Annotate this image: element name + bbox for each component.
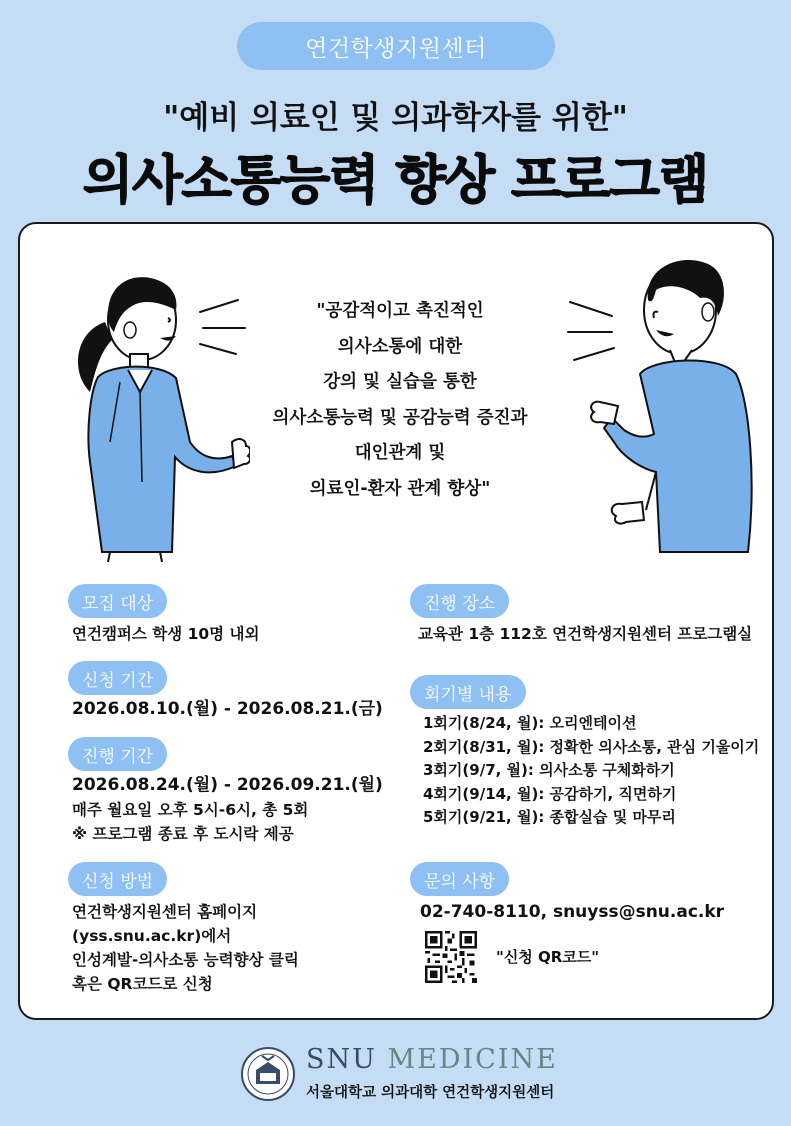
apply-period-tag: 신청 기간 <box>68 661 167 695</box>
woman-illustration <box>50 242 250 562</box>
contact-text: 02-740-8110, snuyss@snu.ac.kr <box>420 902 725 922</box>
sessions-tag: 회기별 내용 <box>410 675 526 709</box>
venue-tag: 진행 장소 <box>410 584 509 618</box>
quote-line: 대인관계 및 <box>354 443 446 463</box>
qr-code-icon[interactable] <box>425 931 477 983</box>
session-item: 2회기(8/31, 월): 정확한 의사소통, 관심 기울이기 <box>423 737 760 756</box>
run-period-schedule: 매주 월요일 오후 5시-6시, 총 5회 <box>72 801 309 819</box>
org-pill: 연건학생지원센터 <box>237 22 555 70</box>
apply-method-line: 혹은 QR코드로 신청 <box>72 975 213 993</box>
quote-line: 의사소통에 대한 <box>337 336 463 357</box>
qr-label: "신청 QR코드" <box>496 948 600 966</box>
run-period-tag: 진행 기간 <box>68 737 167 771</box>
contact-tag: 문의 사항 <box>410 862 509 896</box>
quote-line: 의료인-환자 관계 향상" <box>309 478 491 499</box>
venue-text: 교육관 1층 112호 연건학생지원센터 프로그램실 <box>418 625 753 643</box>
target-tag: 모집 대상 <box>68 584 167 618</box>
target-text: 연건캠퍼스 학생 10명 내외 <box>72 625 260 643</box>
run-period-dates: 2026.08.24.(월) - 2026.09.21.(월) <box>72 775 383 795</box>
page-title: 의사소통능력 향상 프로그램 <box>83 151 708 211</box>
session-item: 4회기(9/14, 월): 공감하기, 직면하기 <box>423 784 677 803</box>
run-period-note: ※ 프로그램 종료 후 도시락 제공 <box>72 825 294 843</box>
info-card <box>18 222 774 1020</box>
brand-snu: SNU <box>306 1044 377 1075</box>
quote-line: "공감적이고 촉진적인 <box>316 301 484 321</box>
sessions-list <box>423 712 759 830</box>
quote-line: 의사소통능력 및 공감능력 증진과 <box>272 407 528 428</box>
quote-line: 강의 및 실습을 통한 <box>323 372 477 392</box>
session-item: 3회기(9/7, 월): 의사소통 구체화하기 <box>423 761 675 779</box>
footer-org: 서울대학교 의과대학 연건학생지원센터 <box>306 1085 555 1101</box>
apply-period-text: 2026.08.10.(월) - 2026.08.21.(금) <box>72 699 383 719</box>
apply-method-line: 연건학생지원센터 홈페이지 <box>72 903 258 921</box>
quote-block <box>235 294 565 507</box>
subtitle: "예비 의료인 및 의과학자를 위한" <box>163 100 628 136</box>
footer-brand <box>306 1044 558 1075</box>
session-item: 1회기(8/24, 월): 오리엔테이션 <box>423 714 637 732</box>
man-illustration <box>560 242 770 562</box>
session-item: 5회기(9/21, 월): 종합실습 및 마무리 <box>423 808 676 826</box>
apply-method-line: 인성계발-의사소통 능력향상 클릭 <box>72 951 299 969</box>
brand-medicine: MEDICINE <box>387 1044 558 1075</box>
how-to-apply-tag: 신청 방법 <box>68 862 167 896</box>
snu-emblem-icon <box>240 1046 296 1102</box>
apply-method-line: (yss.snu.ac.kr)에서 <box>72 927 232 945</box>
